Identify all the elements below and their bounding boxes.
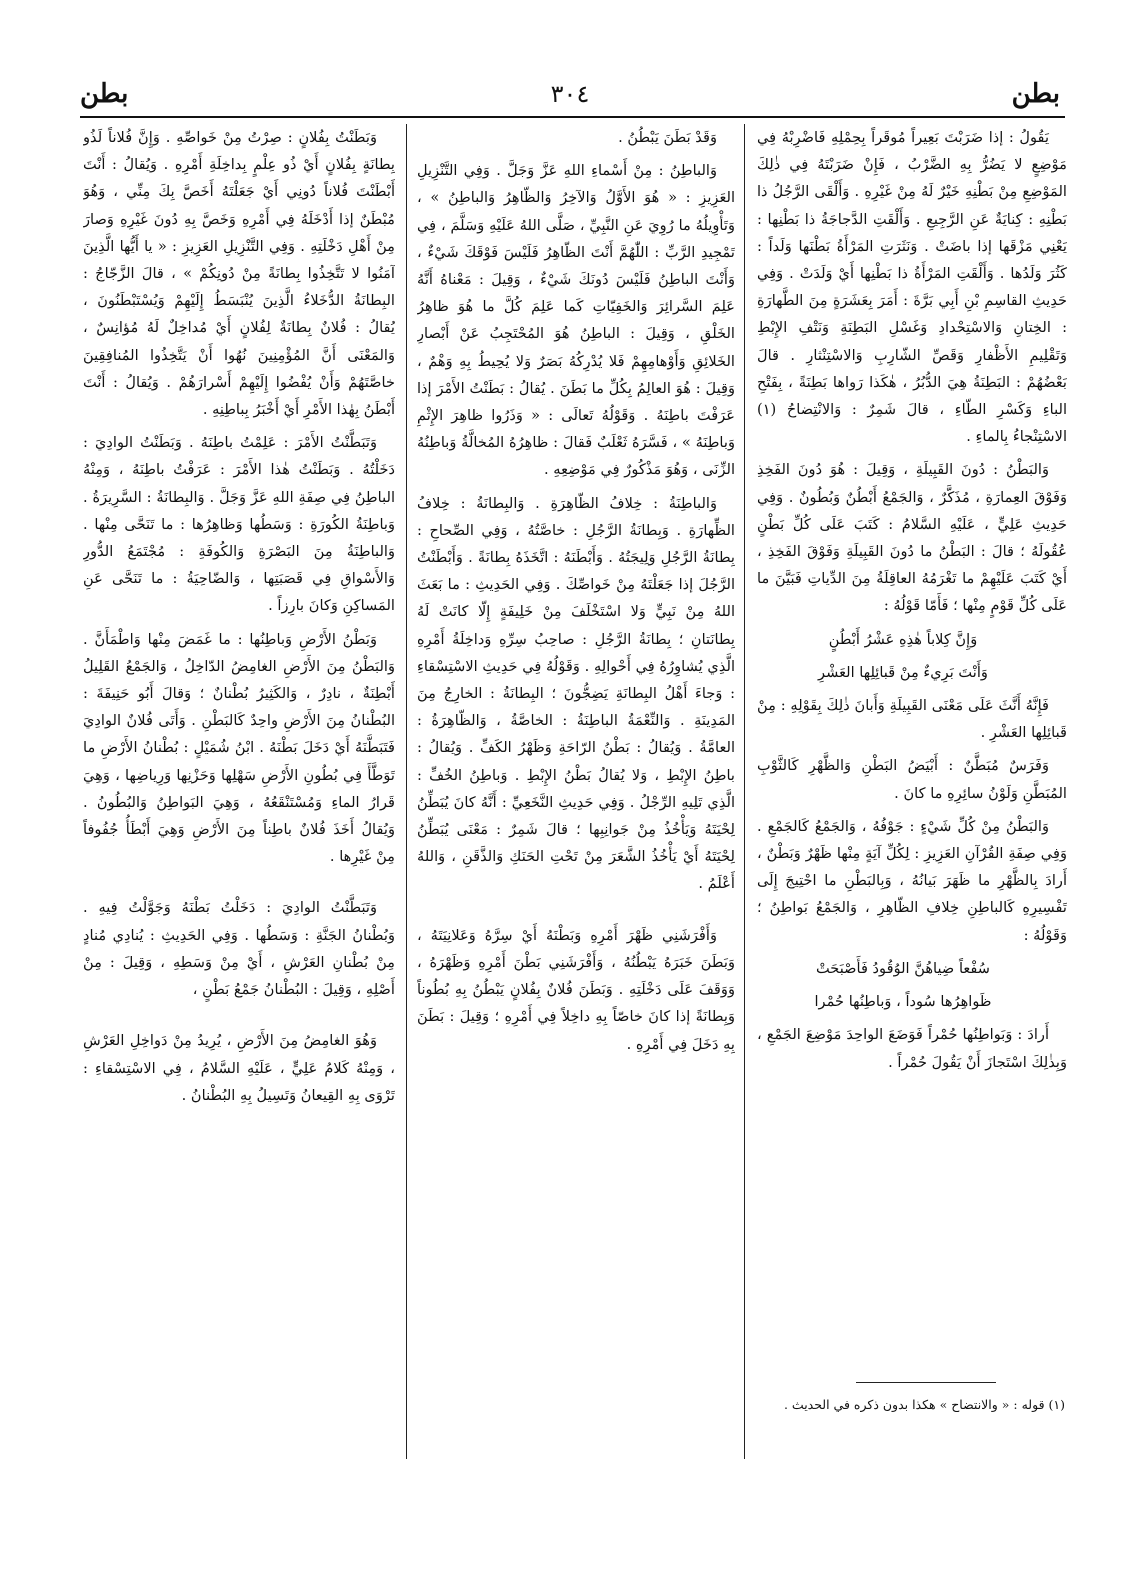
header-rule — [80, 116, 1065, 118]
paragraph-gap — [83, 876, 395, 894]
page-number: ٣٠٤ — [550, 80, 590, 108]
header-entry-word-left: بطن — [80, 79, 129, 109]
entry-paragraph: وَفَرَسٌ مُبَطَّنٌ : أَبْيَضُ البَطْنِ وَالظَّهْرِ كَالثَّوْبِ المُبَطَّنِ وَلَوْنُ سائِرِهِ ما كانَ . — [757, 757, 1067, 802]
entry-paragraph: وَالبَطْنُ : دُونَ القَبِيلَةِ ، وَقِيلَ : هُوَ دُونَ الفَخِذِ وَفَوْقَ العِمارَةِ ، مُذَكَّرٌ ، وَالجَمْعُ أَبْطُنٌ وَبُطُونٌ . وَفِي حَدِيثِ عَلِيٍّ ، عَلَيْهِ السَّلامُ : كَتَبَ عَلَى كُلِّ بَطْنٍ عُقُولَهُ ؛ قالَ : البَطْنُ ما دُونَ القَبِيلَةِ وَفَوْقَ الفَخِذِ ، أَيْ كَتَبَ عَلَيْهِمْ ما تَغْرَمُهُ العاقِلَةُ مِنَ الدِّياتِ فَبَيَّنَ ما عَلَى كُلِّ قَوْمٍ مِنْها ؛ فَأَمّا قَوْلُهُ : — [757, 461, 1067, 615]
page-header — [80, 70, 1060, 118]
verse-line: سُفْعاً ضِياهُنَّ الوُقُودُ فَأَصْبَحَتْ — [815, 959, 991, 977]
verse-line: وَإِنَّ كِلاباً هٰذِهِ عَشْرُ أَبْطُنٍ — [828, 630, 978, 648]
verse-line: وَأَنْتَ بَرِيءٌ مِنْ قَبائِلِها العَشْرِ — [818, 663, 988, 681]
entry-paragraph: وَبَطْنُ الأَرْضِ وَباطِنُها : ما غَمَضَ مِنْها وَاطْمَأَنَّ . وَالبَطْنُ مِنَ الأَرْضِ الغامِضُ الدّاخِلُ ، وَالجَمْعُ القَلِيلُ أَبْطِنَةٌ ، نادِرٌ ، وَالكَثِيرُ بُطْنانٌ ؛ وَقالَ أَبُو حَنِيفَةَ : البُطْنانُ مِنَ الأَرْضِ واحِدٌ كَالبَطْنِ . وَأَتَى فُلانٌ الوادِيَ فَتَبَطَّنَهُ أَيْ دَخَلَ بَطْنَهُ . ابْنُ شُمَيْلٍ : بُطْنانُ الأَرْضِ ما تَوَطَّأَ فِي بُطُونِ الأَرْضِ سَهْلِها وَحَزْنِها وَرِياضِها ، وَهِيَ قَرارُ الماءِ وَمُسْتَنْقَعُهُ ، وَهِيَ البَواطِنُ وَالبُطُونُ . وَيُقالُ أَخَذَ فُلانٌ باطِناً مِنَ الأَرْضِ وَهِيَ أَبْطَأُ جُفُوفاً مِنْ غَيْرِها . — [83, 630, 395, 866]
verse-line: ظَواهِرُها سُوداً ، وَباطِنُها حُمْرا — [814, 993, 992, 1011]
entry-paragraph: وَهُوَ الغامِضُ مِنَ الأَرْضِ ، يُرِيدُ مِنْ دَواخِلِ العَرْشِ ، وَمِنْهُ كَلامُ عَلِيٍّ ، عَلَيْهِ السَّلامُ ، فِي الاسْتِسْقاءِ : تَرْوَى بِهِ القِيعانُ وَتَسِيلُ بِهِ البُطْنانُ . — [83, 1032, 395, 1104]
footnote-rule — [856, 1382, 996, 1383]
paragraph-gap — [417, 904, 735, 922]
entry-paragraph: يَقُولُ : إذا ضَرَبْتَ بَعِيراً مُوقَراً بِحِمْلِهِ فَاضْرِبْهُ فِي مَوْضِعٍ لا يَضُرُّ بِهِ الضَّرْبُ ، فَإِنْ ضَرَبْتَهُ فِي ذٰلِكَ المَوْضِعِ مِنْ بَطْنِهِ خَيْرٌ لَهُ مِنْ غَيْرِهِ . وَأَلْقَى الرَّجُلُ ذا بَطْنِهِ : كِنايَةٌ عَنِ الرَّجِيعِ . وَأَلْقَتِ الدَّجاجَةُ ذا بَطْنِها : يَعْنِي مَزْقَها إذا باضَتْ . وَنَثَرَتِ المَرْأَةُ بَطْنَها وَلَداً : كَثُرَ وَلَدُها . وَأَلْقَتِ المَرْأَةُ ذا بَطْنِها أَيْ وَلَدَتْ . وَفِي حَدِيثِ القاسِمِ بْنِ أَبِي بَرَّةَ : أَمَرَ بِعَشَرَةٍ مِنَ الطَّهارَةِ : الخِتانِ وَالاسْتِحْدادِ وَغَسْلِ البَطِنَةِ وَنَتْفِ الإِبْطِ وَتَقْلِيمِ الأَظْفارِ وَقَصِّ الشّارِبِ وَالاسْتِنْثارِ . قالَ بَعْضُهُمْ : البَطِنَةُ هِيَ الدُّبُرُ ، هٰكَذا رَواها بَطِنَةً ، بِفَتْحِ الباءِ وَكَسْرِ الطّاءِ ، قالَ شَمِرٌ : وَالانْتِضاحُ (١) الاسْتِنْجاءُ بِالماءِ . — [757, 129, 1067, 446]
entry-paragraph: وَتَبَطَّنْتُ الأَمْرَ : عَلِمْتُ باطِنَهُ . وَبَطَنْتُ الوادِيَ : دَخَلْتُهُ . وَبَطَنْتُ هٰذا الأَمْرَ : عَرَفْتُ باطِنَهُ ، وَمِنْهُ الباطِنُ فِي صِفَةِ اللهِ عَزَّ وَجَلَّ . وَالبِطانَةُ : السَّرِيرَةُ . وَباطِنَةُ الكُورَةِ : وَسَطُها وَظاهِرُها : ما تَنَحَّى مِنْها . وَالباطِنَةُ مِنَ البَصْرَةِ وَالكُوفَةِ : مُجْتَمَعُ الدُّورِ وَالأَسْواقِ فِي قَصَبَتِها ، وَالضّاحِيَةُ : ما تَنَحَّى عَنِ المَساكِنِ وَكانَ بارِزاً . — [83, 434, 395, 615]
entry-paragraph: وَأَفْرَشَنِي ظَهْرَ أَمْرِهِ وَبَطْنَهُ أَيْ سِرَّهُ وَعَلانِيَتَهُ ، وَبَطَنَ خَبَرَهُ يَبْطُنُهُ ، وَأَفْرَشَنِي بَطْنَ أَمْرِهِ وَظَهْرَهُ ، وَوَقَفَ عَلَى دَخْلَتِهِ . وَبَطَنَ فُلانٌ بِفُلانٍ يَبْطُنُ بِهِ بُطُوناً وَبِطانَةً إذا كانَ خاصّاً بِهِ داخِلاً فِي أَمْرِهِ ؛ وَقِيلَ : بَطَنَ بِهِ دَخَلَ فِي أَمْرِهِ . — [417, 926, 735, 1053]
entry-paragraph: وَبَطَنْتُ بِفُلانٍ : صِرْتُ مِنْ خَواصِّهِ . وَإِنَّ فُلاناً لَذُو بِطانَةٍ بِفُلانٍ أَيْ ذُو عِلْمٍ بِداخِلَةِ أَمْرِهِ . وَيُقالُ : أَنْتَ أَبْطَنْتَ فُلاناً دُونِي أَيْ جَعَلْتَهُ أَخَصَّ بِكَ مِنِّي ، وَهُوَ مُبْطَنٌ إذا أَدْخَلَهُ فِي أَمْرِهِ وَخَصَّ بِهِ دُونَ غَيْرِهِ وَصارَ مِنْ أَهْلِ دَخْلَتِهِ . وَفِي التَّنْزِيلِ العَزِيزِ : « يا أَيُّها الَّذِينَ آمَنُوا لا تَتَّخِذُوا بِطانَةً مِنْ دُونِكُمْ » ، قالَ الزَّجّاجُ : البِطانَةُ الدُّخَلاءُ الَّذِينَ يُنْبَسَطُ إِلَيْهِمْ وَيُسْتَبْطَنُونَ ، يُقالُ : فُلانٌ بِطانَةٌ لِفُلانٍ أَيْ مُداخِلٌ لَهُ مُؤانِسٌ ، وَالمَعْنَى أَنَّ المُؤْمِنِينَ نُهُوا أَنْ يَتَّخِذُوا المُنافِقِينَ خاصَّتَهُمْ وَأَنْ يُفْضُوا إِلَيْهِمْ أَسْرارَهُمْ . وَيُقالُ : أَنْتَ أَبْطَنُ بِهٰذا الأَمْرِ أَيْ أَخْبَرُ بِباطِنِهِ . — [83, 129, 395, 419]
entry-paragraph: وَالباطِنُ : مِنْ أَسْماءِ اللهِ عَزَّ وَجَلَّ . وَفِي التَّنْزِيلِ العَزِيزِ : « هُوَ الأَوَّلُ وَالآخِرُ وَالظّاهِرُ وَالباطِنُ » ، وَتَأْوِيلُهُ ما رُوِيَ عَنِ النَّبِيِّ ، صَلَّى اللهُ عَلَيْهِ وَسَلَّمَ ، فِي تَمْجِيدِ الرَّبِّ : اللّٰهُمَّ أَنْتَ الظّاهِرُ فَلَيْسَ فَوْقَكَ شَيْءٌ ، وَأَنْتَ الباطِنُ فَلَيْسَ دُونَكَ شَيْءٌ ، وَقِيلَ : مَعْناهُ أَنَّهُ عَلِمَ السَّرائِرَ وَالخَفِيّاتِ كَما عَلِمَ كُلَّ ما هُوَ ظاهِرُ الخَلْقِ ، وَقِيلَ : الباطِنُ هُوَ المُحْتَجِبُ عَنْ أَبْصارِ الخَلائِقِ وَأَوْهامِهِمْ فَلا يُدْرِكُهُ بَصَرٌ وَلا يُحِيطُ بِهِ وَهْمٌ ، وَقِيلَ : هُوَ العالِمُ بِكُلِّ ما بَطَنَ . يُقالُ : بَطَنْتُ الأَمْرَ إذا عَرَفْتَ باطِنَهُ . وَقَوْلُهُ تَعالَى : « وَذَرُوا ظاهِرَ الإِثْمِ وَباطِنَهُ » ، فَسَّرَهُ ثَعْلَبٌ فَقالَ : ظاهِرُهُ المُخالَّةُ وَباطِنُهُ الزِّنَى ، وَهُوَ مَذْكُورٌ فِي مَوْضِعِهِ . — [417, 162, 735, 479]
entry-paragraph: وَتَبَطَّنْتُ الوادِيَ : دَخَلْتُ بَطْنَهُ وَجَوَّلْتُ فِيهِ . وَبُطْنانُ الجَنَّةِ : وَسَطُها . وَفِي الحَدِيثِ : يُنادِي مُنادٍ مِنْ بُطْنانِ العَرْشِ ، أَيْ مِنْ وَسَطِهِ ، وَقِيلَ : مِنْ أَصْلِهِ ، وَقِيلَ : البُطْنانُ جَمْعُ بَطْنٍ ، — [83, 899, 395, 999]
header-entry-word-right: بطن — [1011, 79, 1060, 109]
entry-paragraph: أَرادَ : وَبَواطِنُها حُمْراً فَوَضَعَ الواحِدَ مَوْضِعَ الجَمْعِ ، وَبِذٰلِكَ اسْتَجازَ أَنْ يَقُولَ حُمْراً . — [757, 1026, 1067, 1071]
entry-paragraph: فَإِنَّهُ أَنَّثَ عَلَى مَعْنَى القَبِيلَةِ وَأَبانَ ذٰلِكَ بِقَوْلِهِ : مِنْ قَبائِلِها العَشْرِ . — [757, 697, 1067, 742]
column-left — [83, 124, 395, 1464]
text-columns — [82, 124, 1067, 1464]
paragraph-gap — [83, 1009, 395, 1027]
column-right — [757, 124, 1067, 1464]
entry-paragraph: وَالبَطْنُ مِنْ كُلِّ شَيْءٍ : جَوْفُهُ ، وَالجَمْعُ كَالجَمْعِ . وَفِي صِفَةِ القُرْآنِ العَزِيزِ : لِكُلِّ آيَةٍ مِنْها ظَهْرٌ وَبَطْنٌ ، أَرادَ بِالظَّهْرِ ما ظَهَرَ بَيانُهُ ، وَبِالبَطْنِ ما احْتِيجَ إِلَى تَفْسِيرِهِ كَالباطِنِ خِلافِ الظّاهِرِ ، وَالجَمْعُ بَواطِنُ ؛ وَقَوْلُهُ : — [757, 817, 1067, 944]
entry-paragraph: وَالباطِنَةُ : خِلافُ الظّاهِرَةِ . وَالبِطانَةُ : خِلافُ الظِّهارَةِ . وَبِطانَةُ الرَّجُلِ : خاصَّتُهُ ، وَفِي الصِّحاحِ : بِطانَةُ الرَّجُلِ وَلِيجَتُهُ . وَأَبْطَنَهُ : اتَّخَذَهُ بِطانَةً . وَأَبْطَنْتُ الرَّجُلَ إذا جَعَلْتَهُ مِنْ خَواصِّكَ . وَفِي الحَدِيثِ : ما بَعَثَ اللهُ مِنْ نَبِيٍّ وَلا اسْتَخْلَفَ مِنْ خَلِيفَةٍ إِلّا كانَتْ لَهُ بِطانَتانِ ؛ بِطانَةُ الرَّجُلِ : صاحِبُ سِرِّهِ وَداخِلَةُ أَمْرِهِ الَّذِي يُشاوِرُهُ فِي أَحْوالِهِ . وَقَوْلُهُ فِي حَدِيثِ الاسْتِسْقاءِ : وَجاءَ أَهْلُ البِطانَةِ يَضِجُّونَ ؛ البِطانَةُ : الخارِجُ مِنَ المَدِينَةِ . وَالنِّعْمَةُ الباطِنَةُ : الخاصَّةُ ، وَالظّاهِرَةُ : العامَّةُ . وَيُقالُ : بَطْنُ الرّاحَةِ وَظَهْرُ الكَفِّ . وَيُقالُ : باطِنُ الإِبْطِ ، وَلا يُقالُ بَطْنُ الإِبْطِ . وَباطِنُ الخُفِّ : الَّذِي تَلِيهِ الرِّجْلُ . وَفِي حَدِيثِ النَّخَعِيِّ : أَنَّهُ كانَ يُبَطِّنُ لِحْيَتَهُ وَيَأْخُذُ مِنْ جَوانِبِها ؛ قالَ شَمِرٌ : مَعْنَى يُبَطِّنُ لِحْيَتَهُ أَيْ يَأْخُذُ الشَّعَرَ مِنْ تَحْتِ الحَنَكِ وَالذَّقَنِ ، وَاللهُ أَعْلَمُ . — [417, 494, 735, 893]
entry-paragraph: وَقَدْ بَطَنَ يَبْطُنُ . — [618, 129, 717, 146]
footnote: (١) قوله : « والانتضاح » هكذا بدون ذكره في الحديث . — [783, 1397, 1065, 1412]
column-middle — [417, 124, 735, 1464]
